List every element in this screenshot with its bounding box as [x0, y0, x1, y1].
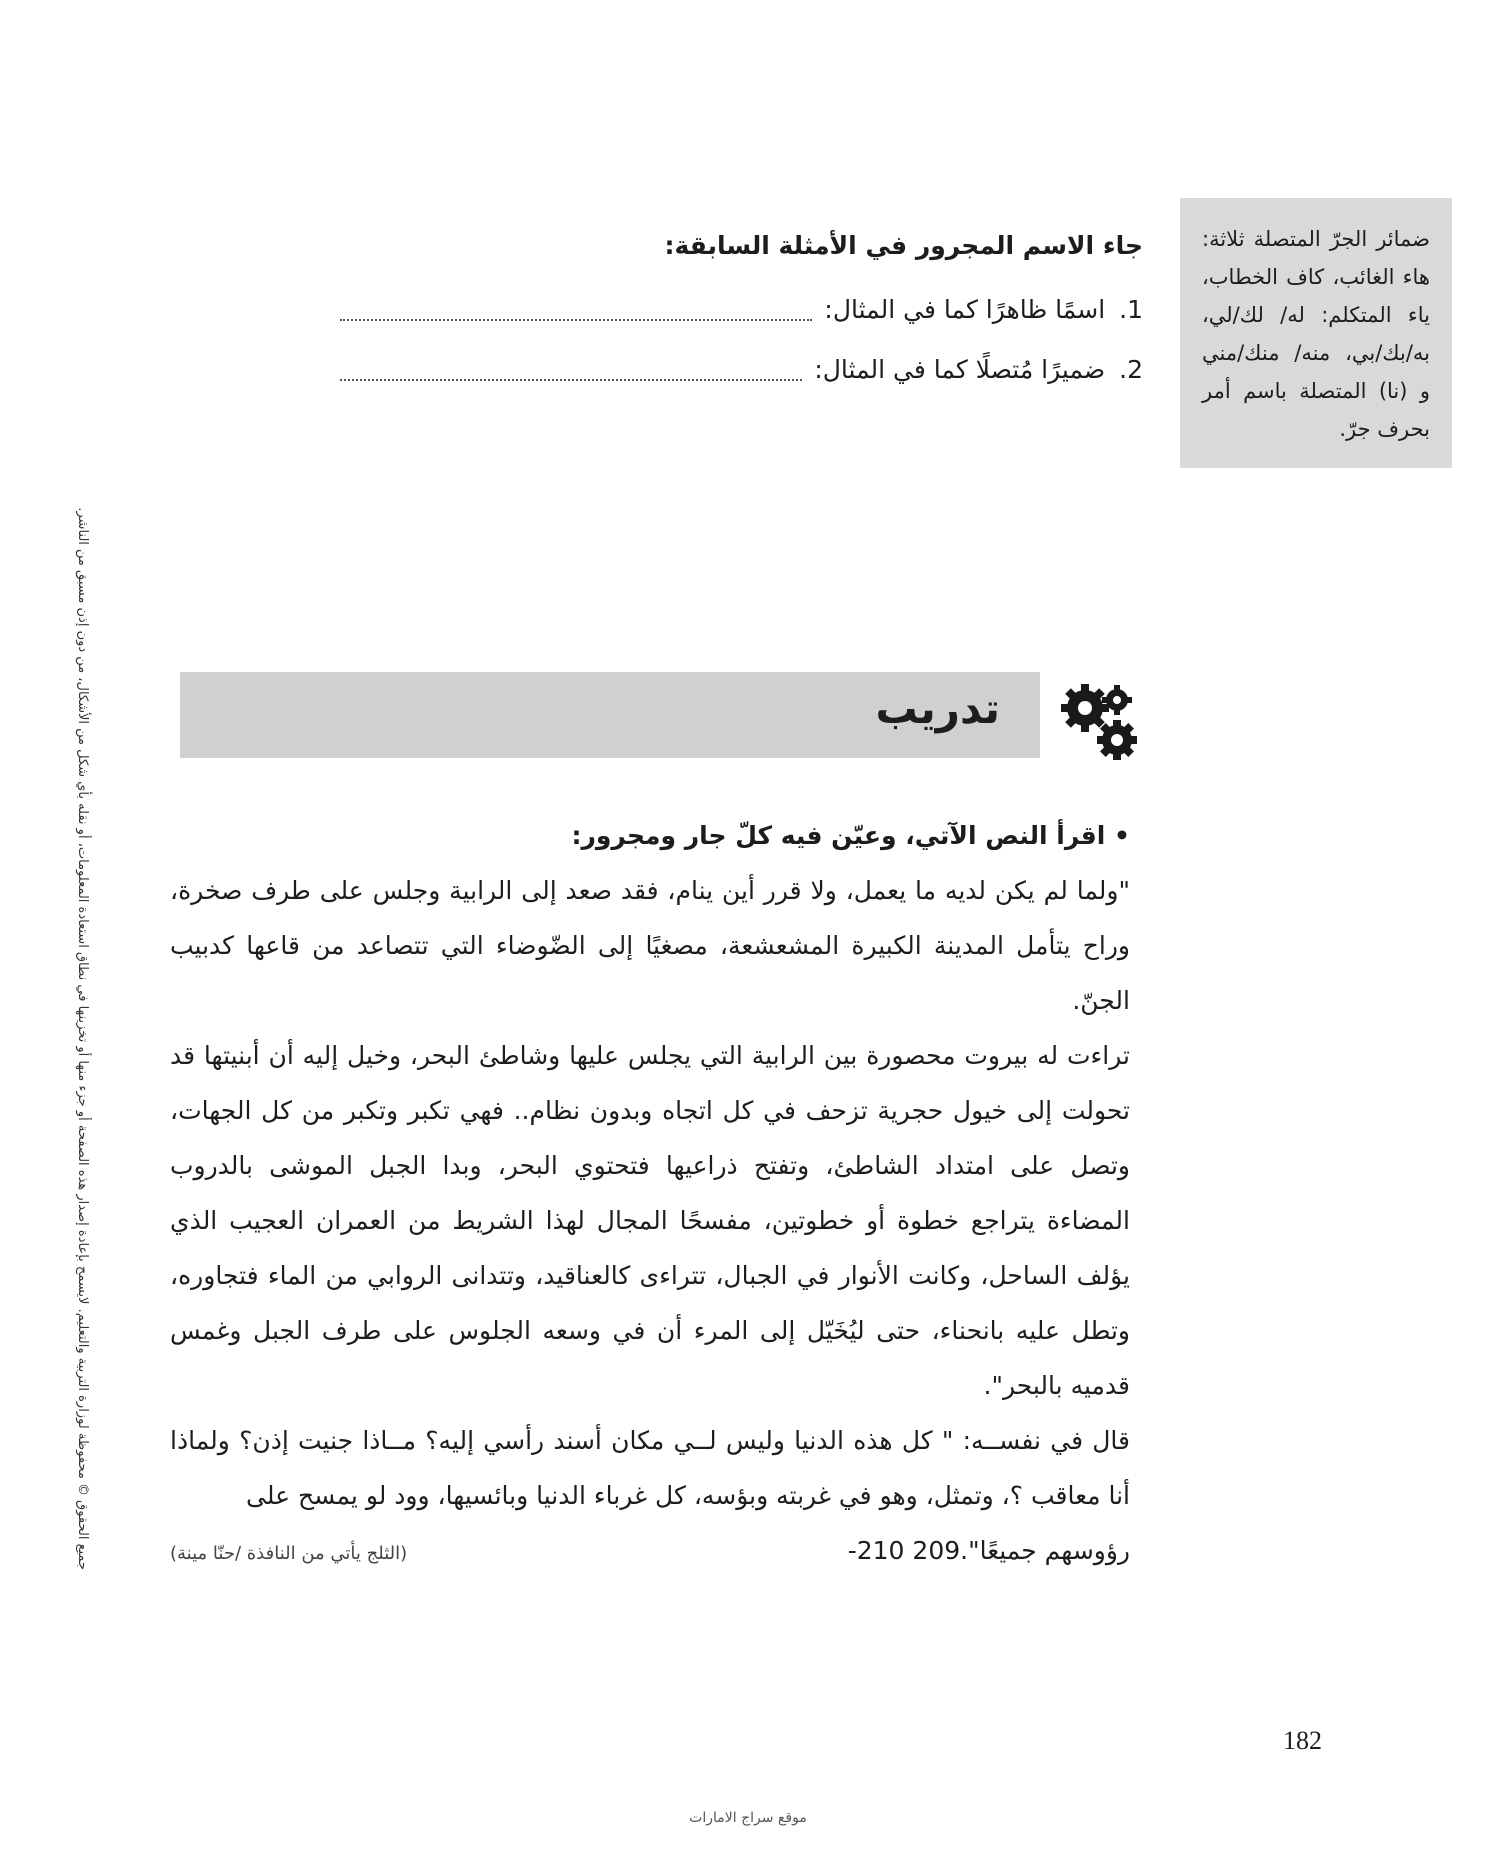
side-note-box: [1180, 198, 1452, 468]
intro-item: [340, 289, 1143, 331]
page-number: 182: [1283, 1726, 1322, 1755]
gears-icon: [1055, 678, 1145, 768]
intro-section: [340, 225, 1143, 409]
answer-blank-line[interactable]: [340, 378, 802, 381]
exercise-instruction: • اقرأ النص الآتي، وعيّن فيه كلّ جار ومجرور:: [571, 821, 1130, 850]
intro-item-number: 2.: [1119, 355, 1143, 384]
copyright-notice: جميع الحقوق © محفوظة لوزارة التربية والتعليم. لايسمح بإعادة إصدار هذه الصفحة أو جزء منها أو تخزينها في نطاق استعادة المعلومات، أو نقله بأي شكل من الأشكال، من دون إذن مسبق من الناشر.: [75, 507, 90, 1570]
intro-item-number: 1.: [1119, 295, 1143, 324]
side-note-text: ضمائر الجرّ المتصلة ثلاثة: هاء الغائب، كاف الخطاب، ياء المتكلم: له/ لك/لي، به/بك/بي، منه/ منك/مني و (نا) المتصلة باسم أمر بحرف جرّ.: [1202, 227, 1430, 441]
passage-source: (الثلج يأتي من النافذة /حنّا مينة): [170, 1543, 408, 1564]
intro-item-text: اسمًا ظاهرًا كما في المثال:: [824, 295, 1106, 324]
passage-last-line: رؤوسهم جميعًا".209 210-: [847, 1536, 1130, 1565]
footer-site-name: موقع سراج الامارات: [689, 1810, 807, 1826]
passage-paragraph: قال في نفســه: " كل هذه الدنيا وليس لــي مكان أسند رأسي إليه؟ مــاذا جنيت إذن؟ ولماذا أنا معاقب ؟، وتمثل، وهو في غربته وبؤسه، كل غرباء الدنيا وبائسيها، وود لو يمسح على: [170, 1426, 1130, 1510]
exercise-section: [170, 808, 1130, 1581]
section-banner: [180, 672, 1040, 758]
banner-title: تدريب: [875, 684, 1000, 733]
intro-title: جاء الاسم المجرور في الأمثلة السابقة:: [664, 231, 1143, 260]
passage-ending: [170, 1523, 1130, 1581]
intro-item: [340, 349, 1143, 391]
passage-paragraph: "ولما لم يكن لديه ما يعمل، ولا قرر أين ينام، فقد صعد إلى الرابية وجلس على طرف صخرة، وراح يتأمل المدينة الكبيرة المشعشعة، مصغيًا إلى الضّوضاء التي تتصاعد من قاعها كدبيب الجنّ.: [170, 876, 1130, 1015]
intro-item-text: ضميرًا مُتصلًا كما في المثال:: [814, 355, 1106, 384]
answer-blank-line[interactable]: [340, 318, 812, 321]
passage-paragraph: تراءت له بيروت محصورة بين الرابية التي يجلس عليها وشاطئ البحر، وخيل إليه أن أبنيتها قد تحولت إلى خيول حجرية تزحف في كل اتجاه وبدون نظام.. فهي تكبر وتكبر من كل الجهات، وتصل على امتداد الشاطئ، وتفتح ذراعيها فتحتوي البحر، وبدا الجبل الموشى بالدروب المضاءة يتراجع خطوة أو خطوتين، مفسحًا المجال لهذا الشريط من العمران العجيب الذي يؤلف الساحل، وكانت الأنوار في الجبال، تتراءى كالعناقيد، وتتدانى الروابي من الماء فتجاوره، وتطل عليه بانحناء، حتى ليُخَيّل إلى المرء أن في وسعه الجلوس على طرف الجبل وغمس قدميه بالبحر".: [170, 1041, 1130, 1400]
